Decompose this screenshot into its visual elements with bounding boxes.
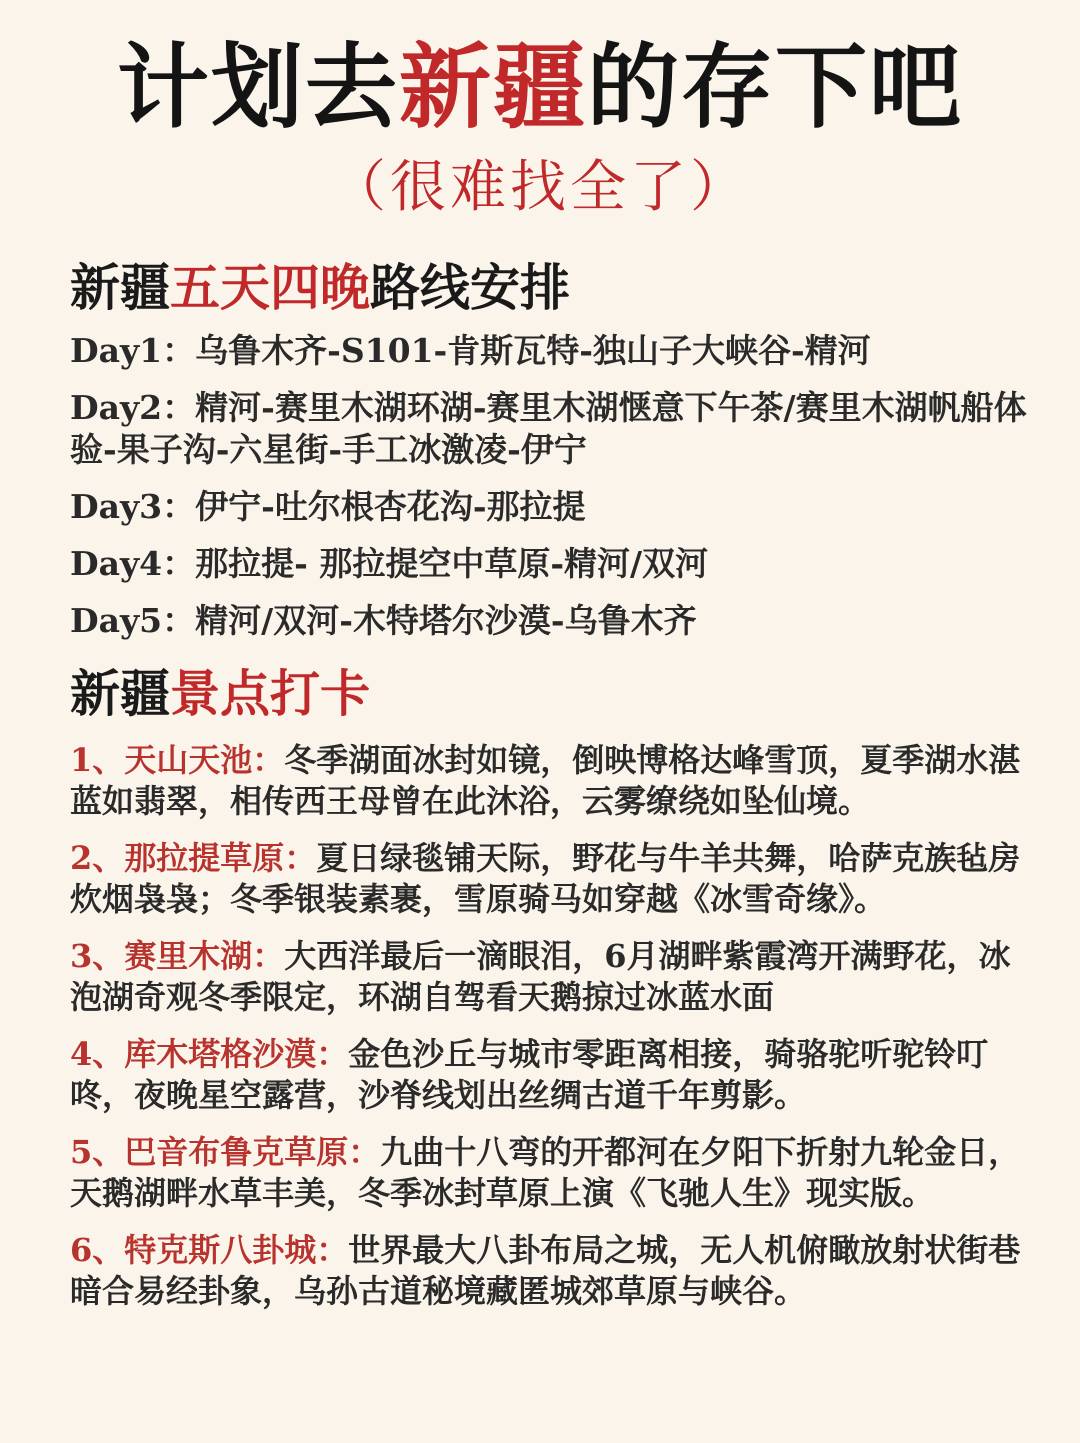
spots-heading-accent: 景点打卡: [170, 664, 370, 723]
spot-list: [70, 740, 1030, 1328]
title-part2: 的存下吧: [587, 34, 964, 141]
spot-desc: 大西洋最后一滴眼泪，6月湖畔紫霞湾开满野花，冰泡湖奇观冬季限定，环湖自驾看天鹅掠过冰蓝水面: [70, 937, 1011, 1016]
spot-desc: 九曲十八弯的开都河在夕阳下折射九轮金日，天鹅湖畔水草丰美，冬季冰封草原上演《飞驰人生》现实版。: [70, 1133, 1021, 1212]
spot-item: [70, 1132, 1030, 1213]
spot-name: 1、天山天池：: [70, 741, 285, 779]
title-part1: 计划去: [116, 34, 399, 141]
route-heading-part1: 新疆: [70, 258, 170, 317]
day-item: Day1：乌鲁木齐-S101-肯斯瓦特-独山子大峡谷-精河: [70, 331, 871, 370]
route-section-heading: [70, 256, 570, 320]
route-day-list: [70, 330, 1030, 657]
spot-desc: 夏日绿毯铺天际，野花与牛羊共舞，哈萨克族毡房炊烟袅袅；冬季银装素裹，雪原骑马如穿越《冰雪奇缘》。: [70, 839, 1021, 918]
title-accent: 新疆: [398, 34, 587, 141]
spot-desc: 冬季湖面冰封如镜，倒映博格达峰雪顶，夏季湖水湛蓝如翡翠，相传西王母曾在此沐浴，云雾缭绕如坠仙境。: [70, 741, 1021, 820]
spot-item: [70, 936, 1030, 1017]
spot-desc: 金色沙丘与城市零距离相接，骑骆驼听驼铃叮咚，夜晚星空露营，沙脊线划出丝绸古道千年剪影。: [70, 1035, 989, 1114]
route-heading-accent: 五天四晚: [170, 258, 370, 317]
spot-name: 5、巴音布鲁克草原：: [70, 1133, 381, 1171]
spot-name: 4、库木塔格沙漠：: [70, 1035, 349, 1073]
route-heading-part2: 路线安排: [370, 258, 570, 317]
page-subtitle: （很难找全了）: [330, 155, 750, 220]
spot-item: [70, 740, 1030, 821]
day-item: Day2：精河-赛里木湖环湖-赛里木湖惬意下午茶/赛里木湖帆船体验-果子沟-六星街-手工冰激凌-伊宁: [70, 388, 1027, 469]
day-item: Day4：那拉提- 那拉提空中草原-精河/双河: [70, 544, 709, 583]
spot-item: [70, 1230, 1030, 1311]
spot-name: 6、特克斯八卦城：: [70, 1231, 349, 1269]
spot-desc: 世界最大八卦布局之城，无人机俯瞰放射状街巷暗合易经卦象，乌孙古道秘境藏匿城郊草原与峡谷。: [70, 1231, 1021, 1310]
spot-item: [70, 1034, 1030, 1115]
day-item: Day3：伊宁-吐尔根杏花沟-那拉提: [70, 487, 586, 526]
spots-heading-part1: 新疆: [70, 664, 170, 723]
page-title: [0, 32, 1080, 144]
spots-section-heading: [70, 662, 370, 726]
spot-item: [70, 838, 1030, 919]
spot-name: 3、赛里木湖：: [70, 937, 285, 975]
day-item: Day5：精河/双河-木特塔尔沙漠-乌鲁木齐: [70, 601, 697, 640]
spot-name: 2、那拉提草原：: [70, 839, 317, 877]
